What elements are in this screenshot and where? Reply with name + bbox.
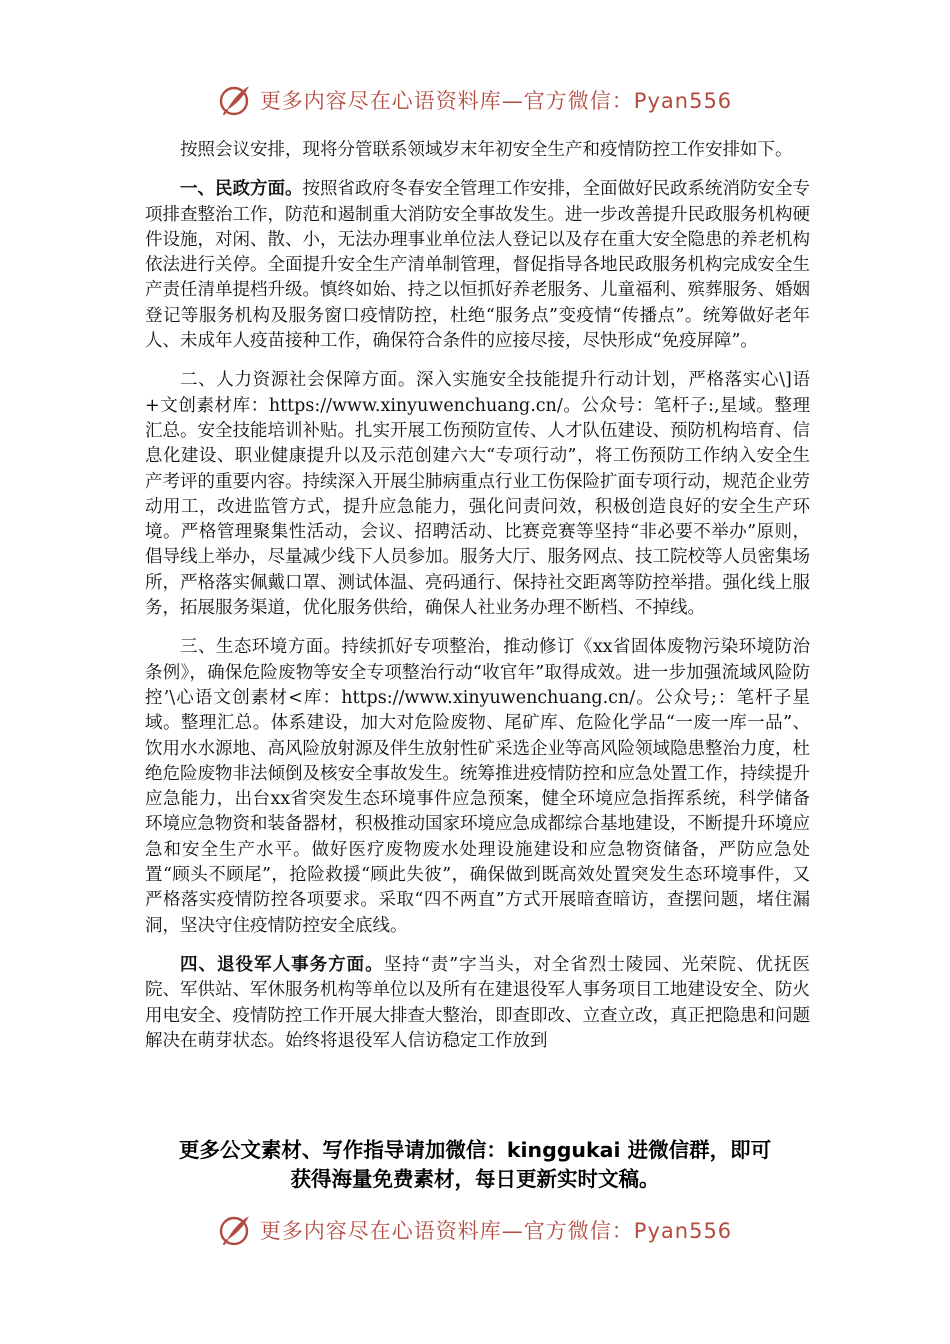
quill-logo-icon bbox=[218, 83, 252, 117]
promo-banner bbox=[0, 1136, 950, 1194]
paragraph-text: 三、生态环境方面。持续抓好专项整治，推动修订《xx省固体废物污染环境防治条例》，确保危险废物等安全专项整治行动“收官年”取得成效。进一步加强流域风险防控’\心语文创素材<库：https://www.xinyuwenchuang.cn/。公众号;：笔杆子星域。整理汇总。体系建设，加大对危险废物、尾矿库、危险化学品“一废一库一品”、饮用水水源地、高风险放射源及伴生放射性矿采选企业等高风险领域隐患整治力度，杜绝危险废物非法倾倒及核安全事故发生。统筹推进疫情防控和应急处置工作，持续提升应急能力，出台xx省突发生态环境事件应急预案，健全环境应急指挥系统，科学储备环境应急物资和装备器材，积极推动国家环境应急成都综合基地建设，不断提升环境应急和安全生产水平。做好医疗废物废水处理设施建设和应急物资储备，严防应急处置“顾头不顾尾”，抢险救援“顾此失彼”，确保做到既高效处置突发生态环境事件，又严格落实疫情防控各项要求。采取“四不两直”方式开展暗查暗访，查摆问题，堵住漏洞，坚决守住疫情防控安全底线。 bbox=[145, 637, 810, 936]
watermark-footer bbox=[0, 1208, 950, 1252]
watermark-header bbox=[0, 78, 950, 122]
section-heading: 一、民政方面。 bbox=[180, 179, 303, 200]
paragraph-intro bbox=[145, 138, 810, 163]
promo-line-2: 获得海量免费素材，每日更新实时文稿。 bbox=[290, 1167, 660, 1191]
document-body bbox=[145, 138, 810, 1068]
paragraph-civil-affairs bbox=[145, 177, 810, 354]
section-heading: 四、退役军人事务方面。 bbox=[180, 954, 384, 975]
promo-line-1: 更多公文素材、写作指导请加微信：kinggukai 进微信群，即可 bbox=[178, 1138, 772, 1162]
paragraph-text: 按照会议安排，现将分管联系领域岁末年初安全生产和疫情防控工作安排如下。 bbox=[180, 140, 793, 160]
watermark-text: 更多内容尽在心语资料库—官方微信：Pyan556 bbox=[259, 1219, 733, 1243]
paragraph-text: 坚持“责”字当头，对全省烈士陵园、光荣院、优抚医院、军供站、军休服务机构等单位以及所有在建退役军人事务项目工地建设安全、防火用电安全、疫情防控工作开展大排查大整治，即查即改、立查立改，真正把隐患和问题解决在萌芽状态。始终将退役军人信访稳定工作放到 bbox=[145, 954, 810, 1051]
paragraph-text: 按照省政府冬春安全管理工作安排，全面做好民政系统消防安全专项排查整治工作，防范和遏制重大消防安全事故发生。进一步改善提升民政服务机构硬件设施，对闲、散、小，无法办理事业单位法人登记以及存在重大安全隐患的养老机构依法进行关停。全面提升安全生产清单制管理，督促指导各地民政服务机构完成安全生产责任清单提档升级。慎终如始、持之以恒抓好养老服务、儿童福利、殡葬服务、婚姻登记等服务机构及服务窗口疫情防控，杜绝“服务点”变疫情“传播点”。统筹做好老年人、未成年人疫苗接种工作，确保符合条件的应接尽接，尽快形成“免疫屏障”。 bbox=[145, 179, 810, 352]
paragraph-human-resources bbox=[145, 368, 810, 621]
paragraph-text: 二、人力资源社会保障方面。深入实施安全技能提升行动计划，严格落实心\]语+文创素材库：https://www.xinyuwenchuang.cn/。公众号：笔杆子:,星域。整理汇总。安全技能培训补贴。扎实开展工伤预防宣传、人才队伍建设、预防机构培育、信息化建设、职业健康提升以及示范创建六大“专项行动”，将工伤预防工作纳入安全生产考评的重要内容。持续深入开展尘肺病重点行业工伤保险扩面专项行动，规范企业劳动用工，改进监管方式，提升应急能力，强化问责问效，积极创造良好的安全生产环境。严格管理聚集性活动，会议、招聘活动、比赛竞赛等坚持“非必要不举办”原则，倡导线上举办，尽量减少线下人员参加。服务大厅、服务网点、技工院校等人员密集场所，严格落实佩戴口罩、测试体温、亮码通行、保持社交距离等防控举措。强化线上服务，拓展服务渠道，优化服务供给，确保人社业务办理不断档、不掉线。 bbox=[145, 370, 810, 619]
quill-logo-icon bbox=[218, 1213, 252, 1247]
paragraph-veterans bbox=[145, 953, 810, 1054]
paragraph-ecology bbox=[145, 635, 810, 939]
watermark-text: 更多内容尽在心语资料库—官方微信：Pyan556 bbox=[259, 89, 733, 113]
